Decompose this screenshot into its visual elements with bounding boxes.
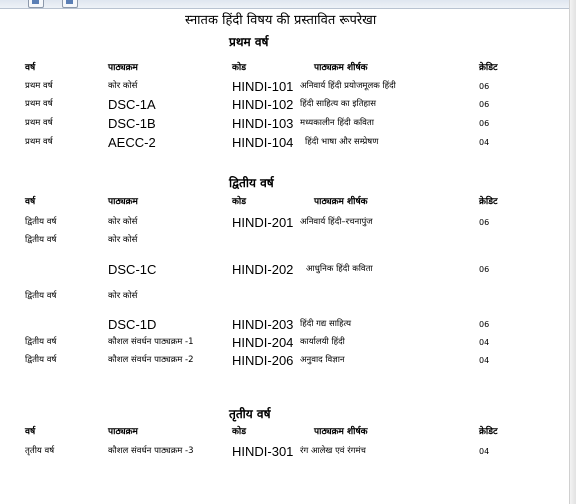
col-header-course: पाठ्यक्रम [108, 63, 138, 73]
row-year: प्रथम वर्ष [25, 118, 53, 128]
row-course: कोर कोर्स [108, 217, 138, 227]
row-course: कोर कोर्स [108, 291, 138, 301]
section-heading-year-3: तृतीय वर्ष [229, 407, 271, 421]
row-title: अनिवार्य हिंदी–रचनापुंज [300, 217, 373, 227]
row-credit: 06 [479, 320, 490, 329]
row-code: HINDI-201 [232, 215, 294, 230]
col-header-course-title: पाठ्यक्रम शीर्षक [314, 197, 368, 207]
row-year: द्वितीय वर्ष [25, 355, 57, 365]
row-credit: 06 [479, 82, 490, 91]
row-code: HINDI-203 [232, 317, 294, 332]
row-course: कौशल संवर्धन पाठ्यक्रम -3 [108, 446, 194, 456]
row-course: DSC-1A [108, 97, 156, 112]
row-code: HINDI-204 [232, 335, 294, 350]
vertical-scrollbar[interactable] [569, 0, 576, 504]
row-code: HINDI-101 [232, 79, 294, 94]
col-header-year: वर्ष [25, 197, 36, 207]
col-header-year: वर्ष [25, 63, 36, 73]
row-credit: 06 [479, 119, 490, 128]
row-year: द्वितीय वर्ष [25, 291, 57, 301]
row-year: प्रथम वर्ष [25, 99, 53, 109]
row-course: DSC-1C [108, 262, 157, 277]
row-course: DSC-1D [108, 317, 157, 332]
col-header-course: पाठ्यक्रम [108, 197, 138, 207]
row-course: कोर कोर्स [108, 235, 138, 245]
row-course: कौशल संवर्धन पाठ्यक्रम -2 [108, 355, 194, 365]
row-title: मध्यकालीन हिंदी कविता [300, 118, 374, 128]
print-icon[interactable] [62, 0, 78, 8]
row-title: अनुवाद विज्ञान [300, 355, 345, 365]
row-course: कौशल संवर्धन पाठ्यक्रम -1 [108, 337, 194, 347]
viewer-toolbar [0, 0, 576, 9]
row-code: HINDI-104 [232, 135, 294, 150]
section-heading-year-2: द्वितीय वर्ष [229, 176, 274, 190]
save-icon[interactable] [28, 0, 44, 8]
col-header-code: कोड [232, 63, 247, 73]
row-course: कोर कोर्स [108, 81, 138, 91]
row-year: प्रथम वर्ष [25, 137, 53, 147]
col-header-course-title: पाठ्यक्रम शीर्षक [314, 63, 368, 73]
row-credit: 06 [479, 100, 490, 109]
row-code: HINDI-206 [232, 353, 294, 368]
row-title: कार्यालयी हिंदी [300, 337, 345, 347]
row-credit: 06 [479, 265, 490, 274]
row-course: AECC-2 [108, 135, 156, 150]
col-header-course-title: पाठ्यक्रम शीर्षक [314, 427, 368, 437]
col-header-year: वर्ष [25, 427, 36, 437]
row-code: HINDI-301 [232, 444, 294, 459]
row-credit: 06 [479, 218, 490, 227]
row-title: हिंदी साहित्य का इतिहास [300, 99, 377, 109]
row-title: अनिवार्य हिंदी प्रयोजमूलक हिंदी [300, 81, 396, 91]
row-year: द्वितीय वर्ष [25, 217, 57, 227]
col-header-code: कोड [232, 197, 247, 207]
row-title: हिंदी गद्य साहित्य [300, 319, 352, 329]
row-credit: 04 [479, 138, 490, 147]
row-year: द्वितीय वर्ष [25, 337, 57, 347]
row-credit: 04 [479, 338, 490, 347]
col-header-credit: क्रेडिट [479, 427, 498, 437]
row-title: रंग आलेख एवं रंगमंच [300, 446, 366, 456]
section-heading-year-1: प्रथम वर्ष [229, 35, 269, 49]
row-title: आधुनिक हिंदी कविता [306, 264, 373, 274]
row-code: HINDI-103 [232, 116, 294, 131]
row-year: तृतीय वर्ष [25, 446, 55, 456]
document-title: स्नातक हिंदी विषय की प्रस्तावित रूपरेखा [185, 13, 377, 28]
row-code: HINDI-102 [232, 97, 294, 112]
row-year: प्रथम वर्ष [25, 81, 53, 91]
col-header-course: पाठ्यक्रम [108, 427, 138, 437]
col-header-code: कोड [232, 427, 247, 437]
row-title: हिंदी भाषा और सम्प्रेषण [305, 137, 379, 147]
row-credit: 04 [479, 447, 490, 456]
row-code: HINDI-202 [232, 262, 294, 277]
col-header-credit: क्रेडिट [479, 197, 498, 207]
col-header-credit: क्रेडिट [479, 63, 498, 73]
row-course: DSC-1B [108, 116, 156, 131]
row-credit: 04 [479, 356, 490, 365]
row-year: द्वितीय वर्ष [25, 235, 57, 245]
